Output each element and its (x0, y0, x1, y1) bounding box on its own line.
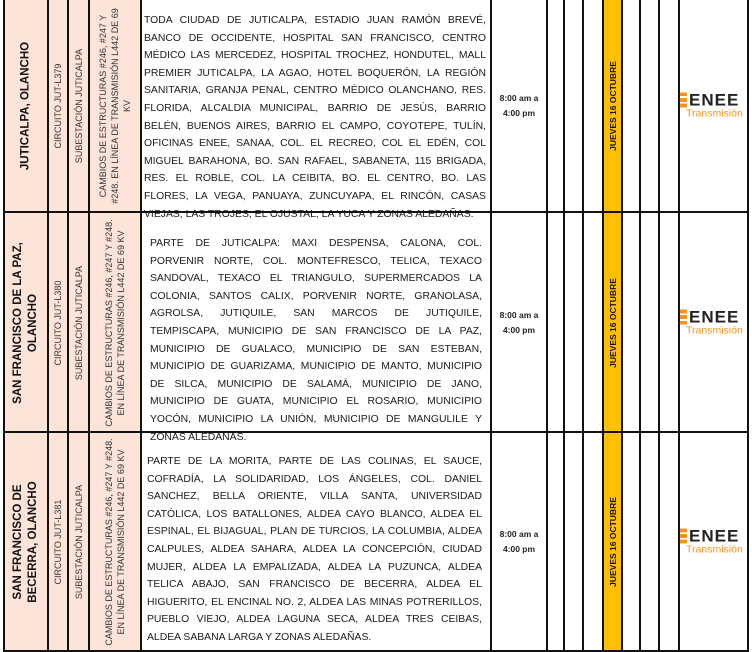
logo-cell (680, 431, 749, 652)
day-cell (548, 0, 565, 211)
circuit-cell (49, 0, 69, 211)
day-cell (548, 211, 565, 433)
substation-label: SUBESTACIÓN JUTICALPA (73, 265, 84, 381)
location-cell (3, 431, 49, 652)
time-range (492, 527, 546, 557)
logo-word: ENEE (689, 307, 740, 327)
areas-cell (142, 211, 492, 443)
time-end: 4:00 pm (502, 107, 536, 118)
enee-logo (680, 92, 747, 119)
date-cell (604, 0, 623, 211)
enee-logo-icon (680, 310, 687, 325)
time-range (492, 308, 546, 338)
time-cell (492, 211, 548, 433)
areas-cell (142, 0, 492, 220)
circuit-cell (49, 211, 69, 433)
date-label: JUEVES 16 OCTUBRE (607, 278, 618, 368)
date-cell (604, 211, 623, 433)
logo-word: ENEE (689, 90, 740, 109)
location-label: SAN FRANCISCO DE BECERRA, OLANCHO (12, 480, 39, 603)
logo-word: ENEE (689, 526, 740, 545)
location-label: SAN FRANCISCO DE LA PAZ, OLANCHO (12, 242, 39, 404)
day-cell (660, 211, 680, 433)
table-row (0, 0, 752, 220)
circuit-label: CIRCUITO JUT-L381 (53, 499, 63, 584)
date-label: JUEVES 16 OCTUBRE (607, 60, 618, 151)
time-end: 4:00 pm (502, 543, 536, 554)
location-label: JUTICALPA, OLANCHO (19, 41, 32, 170)
time-end: 4:00 pm (502, 325, 536, 335)
day-cell (660, 431, 680, 652)
work-description: CAMBIOS DE ESTRUCTURAS #246, #247 Y #248. EN LÍNEA DE TRANSMISIÓN L442 DE 69 KV (104, 437, 126, 646)
work-description: CAMBIOS DE ESTRUCTURAS #246, #247 Y #248. EN LÍNEA DE TRANSMISIÓN L442 DE 69 KV (98, 7, 132, 204)
circuit-label: CIRCUITO JUT-L380 (53, 280, 63, 366)
location-cell (3, 211, 49, 433)
logo-cell (680, 211, 749, 433)
affected-areas: PARTE DE JUTICALPA: MAXI DESPENSA, CALONA, COL. PORVENIR NORTE, COL. MONTEFRESCO, TELICA, TEXACO SANDOVAL, TEXACO EL TRIANGULO, SUPERMERCADOS LA COLONIA, SANTOS CALIX, PORVENIR NORTE, GRANOLASA, AGROLSA, JUTIQUILE, SAN MARCOS DE JUTIQUILE, TEMPISCAPA, MUNICIPIO DE SAN FRANCISCO DE LA PAZ, MUNICIPIO DE GUALACO, MUNICIPIO DE SAN ESTEBAN, MUNICIPIO DE GUARIZAMA, MUNICIPIO DE MANTO, MUNICIPIO DE SILCA, MUNICIPIO DE SALAMÁ, MUNICIPIO DE JANO, MUNICIPIO DE GUATA, MUNICIPIO EL ROSARIO, MUNICIPIO YOCÓN, MUNICIPIO LA UNIÓN, MUNICIPIO DE MANGULILE Y ZONAS ALEDAÑAS. (150, 238, 482, 443)
day-cell (565, 431, 584, 652)
day-cell (641, 431, 660, 652)
enee-logo-icon (680, 528, 687, 543)
areas-cell (142, 431, 492, 652)
work-description: CAMBIOS DE ESTRUCTURAS #246, #247 Y #248. EN LÍNEA DE TRANSMISIÓN L442 DE 69 KV (104, 219, 126, 427)
day-cell (660, 0, 680, 211)
time-start: 8:00 am a (499, 310, 539, 320)
substation-cell (69, 0, 90, 211)
time-start: 8:00 am a (499, 92, 539, 103)
day-cell (548, 431, 565, 652)
day-cell (565, 211, 584, 433)
day-cell (623, 431, 641, 652)
date-label: JUEVES 16 OCTUBRE (607, 496, 618, 587)
substation-cell (69, 211, 90, 433)
table-row (0, 211, 752, 443)
logo-subtitle: Transmisión (686, 543, 743, 555)
day-cell (584, 0, 604, 211)
enee-logo-icon (680, 92, 687, 107)
substation-label: SUBESTACIÓN JUTICALPA (73, 48, 84, 163)
work-cell (90, 211, 142, 433)
affected-areas: PARTE DE LA MORITA, PARTE DE LAS COLINAS, EL SAUCE, COFRADÍA, LA SOLIDARIDAD, LOS ÁNGELES, COL. DANIEL SANCHEZ, BELLA ORIENTE, VILLA SANTA, UNIVERSIDAD CATÓLICA, LOS BATALLONES, ALDEA CAYO BLANCO, ALDEA EL ESPINAL, EL BIJAGUAL, PLAN DE TURCIOS, LA COLUMBIA, ALDEA CALPULES, ALDEA SAHARA, ALDEA LA CONCEPCIÓN, CIUDAD MUJER, ALDEA LA EMPALIZADA, ALDEA LA PUZUNCA, ALDEA TELICA ABAJO, SAN FRANCISCO DE BECERRA, ALDEA EL HIGUERITO, EL ENCINAL NO. 2, ALDEA LAS MINAS POTRERILLOS, PUEBLO VIEJO, ALDEA LAGUNA SECA, ALDEA TRES CEIBAS, ALDEA SABANA LARGA Y ZONAS ALEDAÑAS. (147, 456, 482, 643)
logo-subtitle: Transmisión (686, 324, 743, 337)
date-cell (604, 431, 623, 652)
time-start: 8:00 am a (499, 528, 539, 539)
circuit-label: CIRCUITO JUT-L379 (53, 63, 63, 148)
location-cell (3, 0, 49, 211)
day-cell (584, 211, 604, 433)
logo-cell (680, 0, 749, 211)
day-cell (584, 431, 604, 652)
day-cell (565, 0, 584, 211)
table-row (0, 431, 752, 652)
day-cell (641, 0, 660, 211)
logo-subtitle: Transmisión (686, 107, 743, 119)
circuit-cell (49, 431, 69, 652)
day-cell (623, 0, 641, 211)
time-range (492, 91, 546, 121)
time-cell (492, 0, 548, 211)
day-cell (641, 211, 660, 433)
substation-cell (69, 431, 90, 652)
time-cell (492, 431, 548, 652)
enee-logo (680, 307, 747, 337)
substation-label: SUBESTACIÓN JUTICALPA (73, 484, 84, 599)
day-cell (623, 211, 641, 433)
affected-areas: TODA CIUDAD DE JUTICALPA, ESTADIO JUAN RAMÓN BREVÉ, BANCO DE OCCIDENTE, HOSPITAL SAN FRANCISCO, CENTRO MÉDICO LAS MERCEDEZ, HOSPITAL TROCHEZ, HONDUTEL, MALL PREMIER JUTICALPA, LA AGAO, HOTEL BOQUERÓN, LA REGIÓN SANITARIA, GRANJA PENAL, CENTRO MÉDICO OLANCHANO, RES. FLORIDA, ALCALDIA MUNICIPAL, BARRIO DE JESÚS, BARRIO BELÉN, BUENOS AIRES, BARRIO EL CAMPO, COYOTEPE, TULÍN, OFICINAS ENEE, SANAA, COL. EL RECREO, COL EL EDÉN, COL MIGUEL BARAHONA, BO. SAN RAFAEL, SABANETA, 115 BRIGADA, RES. EL ROBLE, COL. LA CEIBITA, BO. EL CENTRO, BO. LAS FLORES, LA VEGA, PANUAYA, ZUNCUYAPA, EL RINCÓN, CASAS VIEJAS, LAS TROJES, EL OJUSTAL, LA YUCA Y ZONAS ALEDAÑAS. (144, 15, 486, 220)
enee-logo (680, 528, 747, 555)
work-cell (90, 0, 142, 211)
work-cell (90, 431, 142, 652)
